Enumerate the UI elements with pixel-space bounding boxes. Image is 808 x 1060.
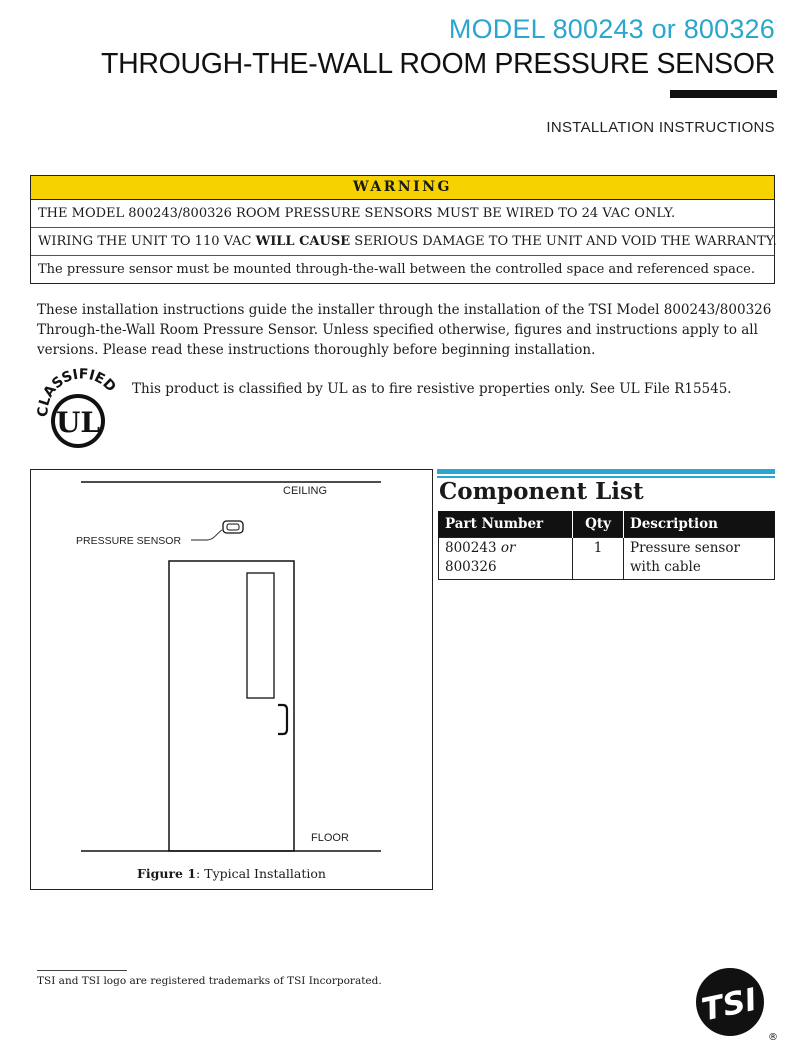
warning-line-1: THE MODEL 800243/800326 ROOM PRESSURE SENSORS MUST BE WIRED TO 24 VAC ONLY. [31, 200, 774, 228]
ul-logo-mark: UL [55, 406, 101, 439]
floor-label: FLOOR [311, 832, 349, 844]
footnote-rule [37, 970, 127, 971]
ceiling-label: CEILING [283, 485, 328, 497]
component-list-title: Component List [439, 478, 644, 505]
warning-heading: WARNING [31, 176, 774, 200]
tsi-logo-text: TSI [698, 981, 761, 1029]
column-header-part-number: Part Number [439, 511, 573, 538]
installation-diagram [31, 470, 431, 860]
tsi-logo [690, 960, 778, 1042]
warning-emphasis: WILL CAUSE [255, 234, 351, 249]
door [169, 561, 294, 851]
pressure-sensor-icon [223, 521, 243, 533]
intro-paragraph: These installation instructions guide the installer through the installation of the TSI Model 800243/800326 Through-the-Wall Room Pressure Sensor. Unless specified otherwise, figures and instructions apply to all versions. Please read these instructions thoroughly before beginning installation. [37, 302, 772, 358]
ul-classification-text: This product is classified by UL as to fire resistive properties only. See UL File R15545. [132, 381, 732, 397]
trademark-footnote: TSI and TSI logo are registered trademarks of TSI Incorporated. [37, 975, 382, 987]
part-number-cell: 800243 or 800326 [439, 538, 573, 580]
ul-logo-arc-text: CLASSIFIED [35, 367, 119, 418]
warning-line-3: The pressure sensor must be mounted through-the-wall between the controlled space and referenced space. [38, 262, 755, 277]
table-header-row [439, 511, 775, 538]
product-title: THROUGH-THE-WALL ROOM PRESSURE SENSOR [100, 48, 775, 80]
ul-classified-logo [34, 367, 126, 453]
door-window [247, 573, 274, 698]
figure-1 [30, 469, 433, 890]
table-row [439, 538, 775, 580]
component-rule-thick [437, 469, 775, 474]
column-header-description: Description [624, 511, 775, 538]
document-type-label: INSTALLATION INSTRUCTIONS [546, 119, 775, 136]
model-title: MODEL 800243 or 800326 [448, 14, 775, 44]
figure-caption: Figure 1: Typical Installation [137, 866, 326, 881]
title-rule [670, 90, 777, 98]
qty-cell: 1 [573, 538, 624, 580]
registered-mark: ® [768, 1032, 778, 1042]
column-header-qty: Qty [573, 511, 624, 538]
warning-box [30, 175, 775, 284]
description-cell: Pressure sensor with cable [624, 538, 775, 580]
sensor-leader-line [191, 530, 222, 540]
pressure-sensor-label: PRESSURE SENSOR [76, 535, 182, 547]
component-table [438, 511, 775, 580]
warning-line-2: WIRING THE UNIT TO 110 VAC WILL CAUSE SERIOUS DAMAGE TO THE UNIT AND VOID THE WARRANTY. [31, 228, 774, 256]
